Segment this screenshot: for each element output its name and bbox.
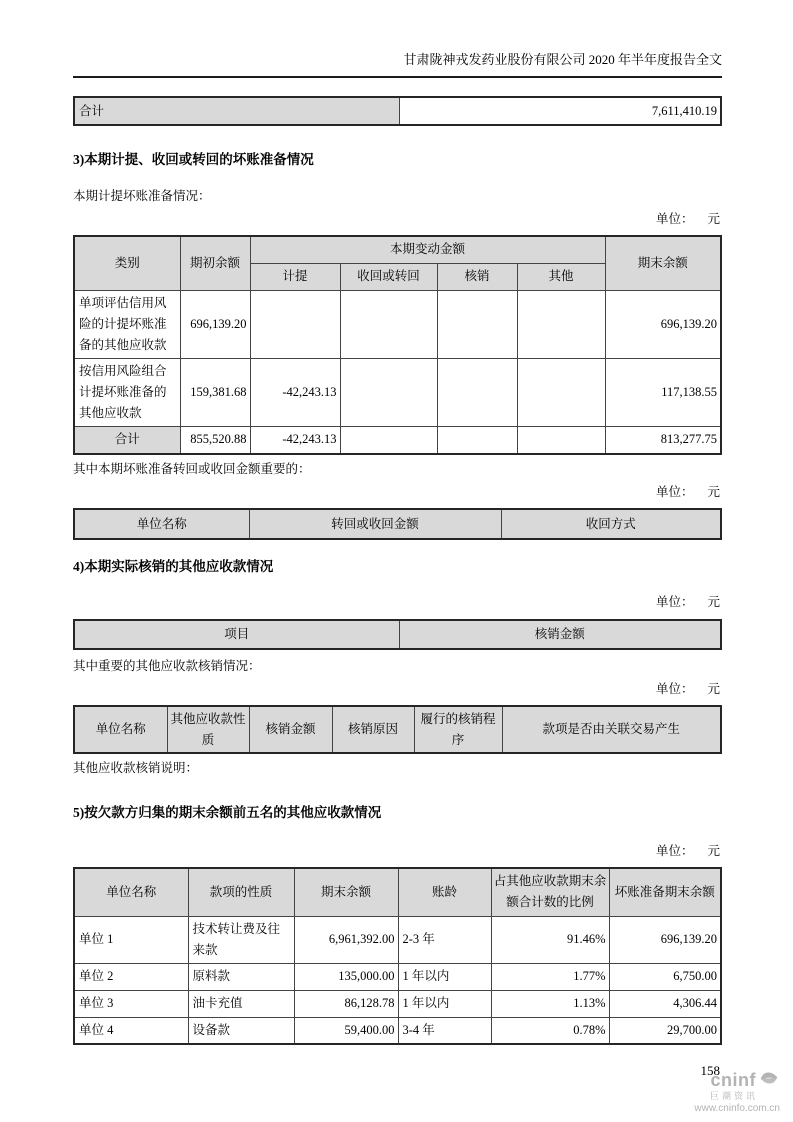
table-row <box>74 97 721 125</box>
col-nature: 其他应收款性质 <box>167 706 249 753</box>
section4-note: 其中重要的其他应收款核销情况： <box>73 659 261 673</box>
col-writeoff-amount: 核销金额 <box>249 706 332 753</box>
table-row <box>74 358 721 426</box>
col-recover-amount: 转回或收回金额 <box>249 509 501 539</box>
recovery-table <box>73 508 722 540</box>
unit-value: 元 <box>707 595 720 609</box>
cell-other <box>517 358 605 426</box>
col-nature: 款项的性质 <box>188 868 294 916</box>
total-value-cell: 7,611,410.19 <box>399 97 721 125</box>
cell-opening: 855,520.88 <box>180 426 250 454</box>
col-other: 其他 <box>517 263 605 290</box>
cell-closing: 696,139.20 <box>605 290 721 358</box>
table-header-row <box>74 509 721 539</box>
table-row <box>74 990 721 1017</box>
cell-ratio: 1.13% <box>491 990 609 1017</box>
page-content <box>73 0 722 1079</box>
cell-accrual <box>250 290 340 358</box>
unit-prefix: 单位： <box>655 212 694 226</box>
col-recover: 收回或转回 <box>340 263 437 290</box>
col-writeoff-reason: 核销原因 <box>332 706 414 753</box>
cell-recover <box>340 358 437 426</box>
col-opening-balance: 期初余额 <box>180 236 250 290</box>
cell-nature: 油卡充值 <box>188 990 294 1017</box>
unit-value: 元 <box>707 682 720 696</box>
unit-line <box>73 844 722 859</box>
bad-debt-provision-table <box>73 235 722 455</box>
cell-unit: 单位 1 <box>74 916 188 963</box>
col-ratio: 占其他应收款期末余额合计数的比例 <box>491 868 609 916</box>
section4-note2: 其他应收款核销说明： <box>73 761 199 775</box>
unit-value: 元 <box>707 485 720 499</box>
col-provision-closing: 坏账准备期末余额 <box>609 868 721 916</box>
section3-heading: 3)本期计提、收回或转回的坏账准备情况 <box>73 152 314 167</box>
cell-aging: 2-3 年 <box>398 916 491 963</box>
cell-provision: 6,750.00 <box>609 963 721 990</box>
section3-note: 其中本期坏账准备转回或收回金额重要的： <box>73 462 311 476</box>
section3-intro: 本期计提坏账准备情况： <box>73 189 211 203</box>
table-header-row <box>74 620 721 649</box>
table-row <box>74 1017 721 1044</box>
col-recover-method: 收回方式 <box>501 509 721 539</box>
cell-recover <box>340 290 437 358</box>
cninfo-url: www.cninfo.com.cn <box>694 1102 780 1114</box>
cell-opening: 159,381.68 <box>180 358 250 426</box>
cell-opening: 696,139.20 <box>180 290 250 358</box>
col-related-party: 款项是否由关联交易产生 <box>502 706 721 753</box>
cell-closing: 117,138.55 <box>605 358 721 426</box>
total-label-cell: 合计 <box>74 97 399 125</box>
col-unit-name: 单位名称 <box>74 509 249 539</box>
cell-aging: 1 年以内 <box>398 990 491 1017</box>
cell-aging: 1 年以内 <box>398 963 491 990</box>
table-header-row <box>74 706 721 753</box>
cell-closing: 86,128.78 <box>294 990 398 1017</box>
writeoff-detail-table <box>73 705 722 754</box>
table-row <box>74 290 721 358</box>
table-row <box>74 916 721 963</box>
report-header-title: 甘肃陇神戎发药业股份有限公司 2020 年半年度报告全文 <box>403 52 722 67</box>
cell-category: 按信用风险组合计提坏账准备的其他应收款 <box>74 358 180 426</box>
cninfo-watermark <box>694 1067 780 1114</box>
cell-accrual: -42,243.13 <box>250 358 340 426</box>
cell-category: 单项评估信用风险的计提坏账准备的其他应收款 <box>74 290 180 358</box>
cell-ratio: 91.46% <box>491 916 609 963</box>
col-closing-balance: 期末余额 <box>605 236 721 290</box>
cell-accrual: -42,243.13 <box>250 426 340 454</box>
cell-unit: 单位 2 <box>74 963 188 990</box>
table-total-row <box>74 426 721 454</box>
cninfo-logo-text: cninf <box>710 1070 756 1091</box>
cell-total-label: 合计 <box>74 426 180 454</box>
unit-prefix: 单位： <box>655 844 694 858</box>
cell-provision: 696,139.20 <box>609 916 721 963</box>
cninfo-chinese-label: 巨潮资讯 <box>709 1091 758 1102</box>
total-carryover-table <box>73 96 722 126</box>
unit-prefix: 单位： <box>655 595 694 609</box>
section5-heading: 5)按欠款方归集的期末余额前五名的其他应收款情况 <box>73 805 382 820</box>
col-writeoff-amount: 核销金额 <box>399 620 721 649</box>
col-writeoff: 核销 <box>437 263 517 290</box>
top5-receivables-table <box>73 867 722 1045</box>
unit-line <box>73 212 722 227</box>
cell-nature: 设备款 <box>188 1017 294 1044</box>
section4-heading: 4)本期实际核销的其他应收款情况 <box>73 559 274 574</box>
cell-provision: 4,306.44 <box>609 990 721 1017</box>
table-header-row <box>74 236 721 263</box>
cell-closing: 135,000.00 <box>294 963 398 990</box>
cell-unit: 单位 3 <box>74 990 188 1017</box>
cell-ratio: 0.78% <box>491 1017 609 1044</box>
cell-writeoff <box>437 290 517 358</box>
unit-prefix: 单位： <box>655 485 694 499</box>
col-procedure: 履行的核销程序 <box>414 706 502 753</box>
cell-closing: 6,961,392.00 <box>294 916 398 963</box>
col-unit-name: 单位名称 <box>74 868 188 916</box>
col-change-group: 本期变动金额 <box>250 236 605 263</box>
unit-value: 元 <box>707 844 720 858</box>
cell-unit: 单位 4 <box>74 1017 188 1044</box>
cell-aging: 3-4 年 <box>398 1017 491 1044</box>
cell-other <box>517 426 605 454</box>
col-unit-name: 单位名称 <box>74 706 167 753</box>
unit-prefix: 单位： <box>655 682 694 696</box>
cell-nature: 原料款 <box>188 963 294 990</box>
cell-other <box>517 290 605 358</box>
col-aging: 账龄 <box>398 868 491 916</box>
col-accrual: 计提 <box>250 263 340 290</box>
unit-line <box>73 595 722 610</box>
col-closing-balance: 期末余额 <box>294 868 398 916</box>
table-row <box>74 963 721 990</box>
writeoff-summary-table <box>73 619 722 650</box>
cell-writeoff <box>437 426 517 454</box>
col-item: 项目 <box>74 620 399 649</box>
unit-line <box>73 682 722 697</box>
header-rule <box>73 76 722 78</box>
cninfo-swirl-icon <box>758 1067 780 1094</box>
cell-nature: 技术转让费及往来款 <box>188 916 294 963</box>
col-category: 类别 <box>74 236 180 290</box>
table-header-row <box>74 868 721 916</box>
cell-closing: 813,277.75 <box>605 426 721 454</box>
page-number: 158 <box>700 1063 720 1078</box>
cell-writeoff <box>437 358 517 426</box>
unit-line <box>73 485 722 500</box>
cell-ratio: 1.77% <box>491 963 609 990</box>
cell-closing: 59,400.00 <box>294 1017 398 1044</box>
unit-value: 元 <box>707 212 720 226</box>
cell-recover <box>340 426 437 454</box>
cell-provision: 29,700.00 <box>609 1017 721 1044</box>
